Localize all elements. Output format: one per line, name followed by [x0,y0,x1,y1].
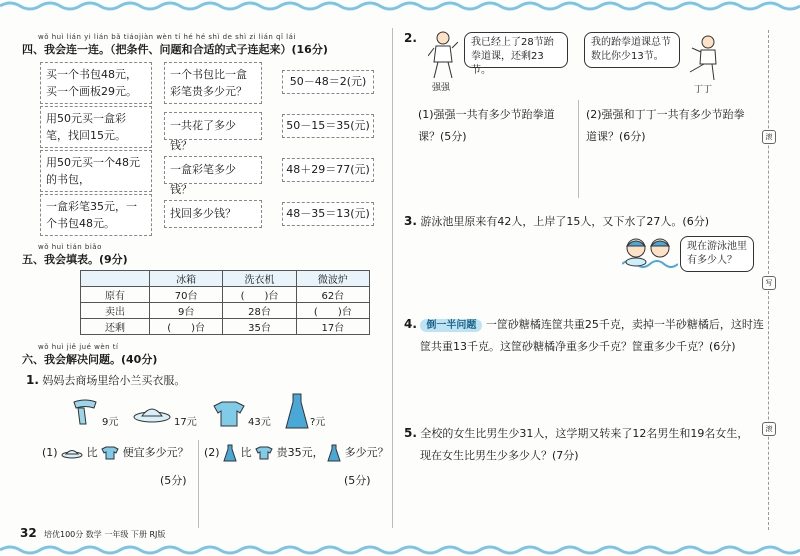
q2a-text: (1)强强一共有多少节跆拳道课？(5分) [418,108,555,143]
q1a-prefix: (1) [42,446,58,459]
sec6-pinyin: wǒ huì jiě jué wèn tí [38,343,119,351]
table-cell: 卖出 [81,303,150,319]
table-cell: 70台 [150,287,223,303]
top-wave-border [0,0,800,14]
shirt-icon [255,446,273,460]
q2b-text: (2)强强和丁丁一共有多少节跆拳道课？(6分) [586,108,745,143]
condition-box-2[interactable]: 用50元买一盒彩笔，找回15元。 [40,106,152,148]
equation-box-3[interactable]: 48＋29＝77(元) [282,158,374,182]
q4-text-2: 筐共重13千克。这筐砂糖橘净重多少千克？筐重多少千克？(6分) [420,340,736,353]
hat-icon [61,447,83,459]
sec4-title: 四、我会连一连。（把条件、问题和合适的式子连起来）(16分) [22,43,328,56]
table-header-row [81,271,370,287]
table-cell: 17台 [296,319,369,335]
table-header-cell: 洗衣机 [223,271,296,287]
q5-line1 [404,425,748,441]
table-cell: 原有 [81,287,150,303]
q4-line1 [404,316,764,332]
boy-karate-right-icon [688,34,722,82]
sec4-pinyin: wǒ huì lián yi lián bǎ tiáojiàn wèn tí hé hé shì de shì zi lián qǐ lái [38,33,296,41]
dress-price: ?元 [310,417,326,428]
dress-icon [327,444,341,462]
swimmers-icon [622,236,678,272]
condition-box-1[interactable]: 买一个书包48元，买一个画板29元。 [40,62,152,104]
sec5-title: 五、我会填表。(9分) [22,253,128,266]
shirt-price: 43元 [248,417,271,428]
q1-sub-divider [198,440,199,528]
q1-line [26,372,185,388]
table-row [81,287,370,303]
page-number: 32 [20,526,37,540]
footer-text: 培优100分 数学 一年级 下册 RJ版 [44,530,166,539]
q1b-than: 比 [240,446,252,459]
boy-karate-left-icon [428,30,458,80]
name-dingding: 丁丁 [694,85,713,95]
side-mark-3: 滚 [762,422,776,436]
q5-text-1: 全校的女生比男生少31人，这学期又转来了12名男生和19名女生， [420,427,749,440]
q1a-question: 便宜多少元？ [122,446,189,459]
name-qiangqiang: 强强 [432,83,451,93]
table-cell-blank[interactable]: ( )台 [296,303,369,319]
speech-bubble-right: 我的跆拳道课总节数比你少13节。 [584,32,680,68]
dress-icon [284,392,310,430]
q1a-than: 比 [86,446,98,459]
q1-text: 妈妈去商场里给小兰买衣服。 [42,374,186,387]
table-row [81,319,370,335]
question-box-2[interactable]: 一共花了多少钱？ [164,112,262,140]
table-header-cell [81,271,150,287]
q1-number: 1. [26,373,39,387]
q5-text-2: 现在女生比男生少多少人？(7分) [420,449,579,462]
equation-box-2[interactable]: 50－15＝35(元) [282,114,374,138]
table-cell: 35台 [223,319,296,335]
q1a-line [42,444,189,460]
sec6-title: 六、我会解决问题。(40分) [22,353,158,366]
q3-text: 游泳池里原来有42人，上岸了15人，又下水了27人。(6分) [420,215,709,228]
table-header-cell: 冰箱 [150,271,223,287]
table-cell-blank[interactable]: ( )台 [223,287,296,303]
question-box-1[interactable]: 一个书包比一盒彩笔贵多少元？ [164,62,262,104]
side-mark-2: 写 [762,276,776,290]
q3-speech-bubble: 现在游泳池里有多少人？ [680,236,754,272]
table-cell: 28台 [223,303,296,319]
table-header-cell: 微波炉 [296,271,369,287]
condition-box-3[interactable]: 用50元买一个48元的书包， [40,150,152,192]
q3-number: 3. [404,214,417,228]
shirt-icon [212,400,246,428]
q4-number: 4. [404,317,417,331]
hat-icon [132,402,172,424]
q2-number: 2. [404,31,417,45]
table-cell: 9台 [150,303,223,319]
column-divider [392,28,393,528]
q1b-more: 贵35元， [276,446,324,459]
bottom-wave-border [0,542,800,556]
question-box-3[interactable]: 一盒彩笔多少钱？ [164,156,262,184]
q1b-line [204,444,389,462]
speech-bubble-left: 我已经上了28节跆拳道课，还剩23节。 [464,32,568,68]
q1a-score: (5分) [160,474,187,487]
side-mark-1: 滚 [762,130,776,144]
q5-number: 5. [404,426,417,440]
fill-table [80,270,370,335]
q4-text-1: 一筐砂糖橘连筐共重25千克，卖掉一半砂糖橘后，这时连 [485,318,764,331]
table-row [81,303,370,319]
scarf-price: 9元 [102,417,119,428]
equation-box-1[interactable]: 50－48＝2(元) [282,70,374,94]
shirt-icon [101,446,119,460]
table-cell-blank[interactable]: ( )台 [150,319,223,335]
scarf-icon [70,398,100,426]
equation-box-4[interactable]: 48－35＝13(元) [282,202,374,226]
condition-box-4[interactable]: 一盒彩笔35元，一个书包48元。 [40,194,152,236]
table-cell: 还剩 [81,319,150,335]
q1b-question: 多少元？ [344,446,389,459]
sec5-pinyin: wǒ huì tián biǎo [38,243,102,251]
q1b-score: (5分) [344,474,371,487]
table-cell: 62台 [296,287,369,303]
hat-price: 17元 [174,417,197,428]
question-box-4[interactable]: 找回多少钱？ [164,200,262,228]
q1b-prefix: (2) [204,446,220,459]
q2-sub-divider [578,100,579,198]
q3-line [404,213,709,229]
dress-icon [223,444,237,462]
q4-tag: 倒一半问题 [420,319,482,332]
